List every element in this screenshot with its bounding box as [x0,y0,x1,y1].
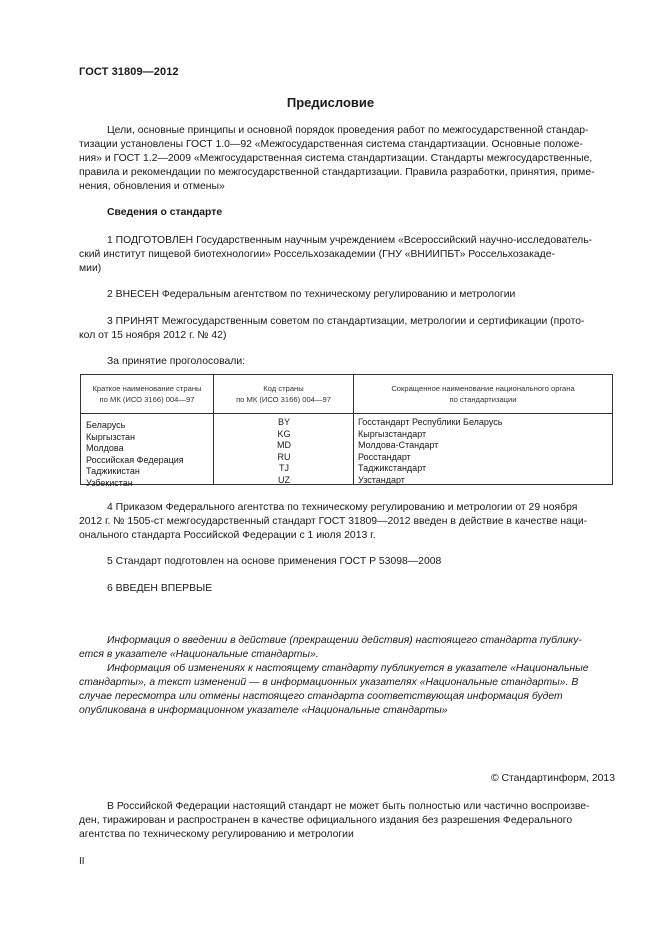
table-cell-country: Беларусь [86,420,126,430]
notice-line: опубликована в информационном указателе «Национальные стандарты» [79,705,448,716]
info-heading-text: Сведения о стандарте [107,207,223,218]
copyright-text: © Стандартинформ, 2013 [490,773,615,784]
header-code [214,375,354,413]
table-cell-code: RU [277,451,291,462]
item-4-line: 2012 г. № 1505-ст межгосударственный стандарт ГОСТ 31809—2012 введен в действие в качестве наци- [79,516,588,527]
voting-table [80,374,613,488]
item-1-line: 1 ПОДГОТОВЛЕН Государственным научным учреждением «Всероссийский научно-исследователь- [107,235,593,246]
notice-intro-paragraph [79,634,615,662]
header-text: по стандартизации [449,395,517,404]
intro-line: ния» и ГОСТ 1.2—2009 «Межгосударственная система стандартизации. Стандарты межгосударственные, [79,153,593,164]
item-4-paragraph [79,501,615,543]
legal-paragraph [79,800,615,842]
item-2-paragraph [79,288,615,302]
item-3-line: 3 ПРИНЯТ Межгосударственным советом по стандартизации, метрологии и сертификации (прото- [107,316,585,327]
standard-code-header: ГОСТ 31809—2012 [79,66,179,78]
item-6-line: 6 ВВЕДЕН ВПЕРВЫЕ [107,583,213,594]
table-cell-country: Молдова [86,443,124,454]
info-heading [79,206,615,220]
item-4-line: 4 Приказом Федерального агентства по техническому регулированию и метрологии от 29 ноября [107,502,578,513]
table-cell-body: Госстандарт Республики Беларусь [358,417,503,427]
table-cell-body: Молдова-Стандарт [358,440,439,451]
table-cell-code: TJ [279,463,289,474]
table-cell-body: Кыргызстандарт [358,428,427,439]
item-5-line: 5 Стандарт подготовлен на основе применения ГОСТ Р 53098—2008 [107,556,442,567]
notice-line: случае пересмотра или отмены настоящего стандарта соответствующая информация будет [79,691,563,702]
header-text: Сокращенное наименование национального органа [391,384,575,393]
voted-label [79,355,615,369]
legal-line: ден, тиражирован и распространен в качестве официального издания без разрешения Федерального [79,815,573,826]
voted-text: За принятие проголосовали: [107,356,246,367]
table-cell-body: Росстандарт [358,451,411,462]
table-cell-code: UZ [278,474,290,485]
item-4-line: онального стандарта Российской Федерации с 1 июля 2013 г. [79,530,376,541]
table-header [81,375,612,414]
page-title: Предисловие [286,95,375,110]
notice-changes-paragraph [79,662,615,718]
intro-paragraph [79,124,615,194]
notice-line: стандарты», а текст изменений — в информационных указателях «Национальные стандарты». В [79,677,579,688]
intro-line: Цели, основные принципы и основной порядок проведения работ по межгосударственной стандар- [107,125,589,136]
table-cell-country: Российская Федерация [86,454,184,465]
table-cell-country: Таджикистан [86,466,140,477]
intro-line: правила и рекомендации по межгосударственной стандартизации. Правила разработки, принятия, приме- [79,167,595,178]
table-cell-country: Узбекистан [86,477,133,488]
item-3-paragraph [79,315,615,343]
item-1-line: мии) [79,263,102,274]
item-3-line: кол от 15 ноября 2012 г. № 42) [79,330,227,341]
header-text: по МК (ИСО 3166) 004—97 [236,395,331,404]
page-number: II [79,856,85,867]
table-cell-code: KG [277,428,291,439]
item-2-line: 2 ВНЕСЕН Федеральным агентством по техническому регулированию и метрологии [107,289,516,300]
legal-line: В Российской Федерации настоящий стандарт не может быть полностью или частично воспроизве- [107,801,590,812]
table-cell-code: MD [277,440,291,451]
intro-line: нения, обновления и отмены» [79,181,225,192]
item-1-line: ский институт пищевой биотехнологии» Россельхозакадемии (ГНУ «ВНИИПБТ» Россельхозакаде- [79,249,555,260]
notice-line: ется в указателе «Национальные стандарты». [79,649,319,660]
table-cell-code: BY [277,417,290,427]
country-column [86,420,212,490]
body-column [358,417,610,487]
header-text: Код страны [263,384,304,393]
table-cell-country: Кыргызстан [86,431,135,442]
notice-line: Информация об изменениях к настоящему стандарту публикуется в указателе «Национальные [107,663,589,674]
item-1-paragraph [79,234,615,276]
table-cell-body: Таджикстандарт [358,463,427,474]
notice-line: Информация о введении в действие (прекращении действия) настоящего стандарта публику- [107,635,582,646]
table-cell-body: Узстандарт [358,474,405,485]
intro-line: тизации установлены ГОСТ 1.0—92 «Межгосударственная система стандартизации. Основные положе- [79,139,583,150]
header-text: по МК (ИСО 3166) 004—97 [99,395,195,404]
header-text: Краткое наименование страны [92,384,202,393]
item-5-paragraph [79,555,615,569]
legal-line: агентства по техническому регулированию и метрологии [79,829,354,840]
header-country [81,375,214,413]
code-column [214,417,354,487]
item-6-paragraph [79,582,615,596]
header-body [354,375,612,413]
copyright-line [79,772,615,786]
